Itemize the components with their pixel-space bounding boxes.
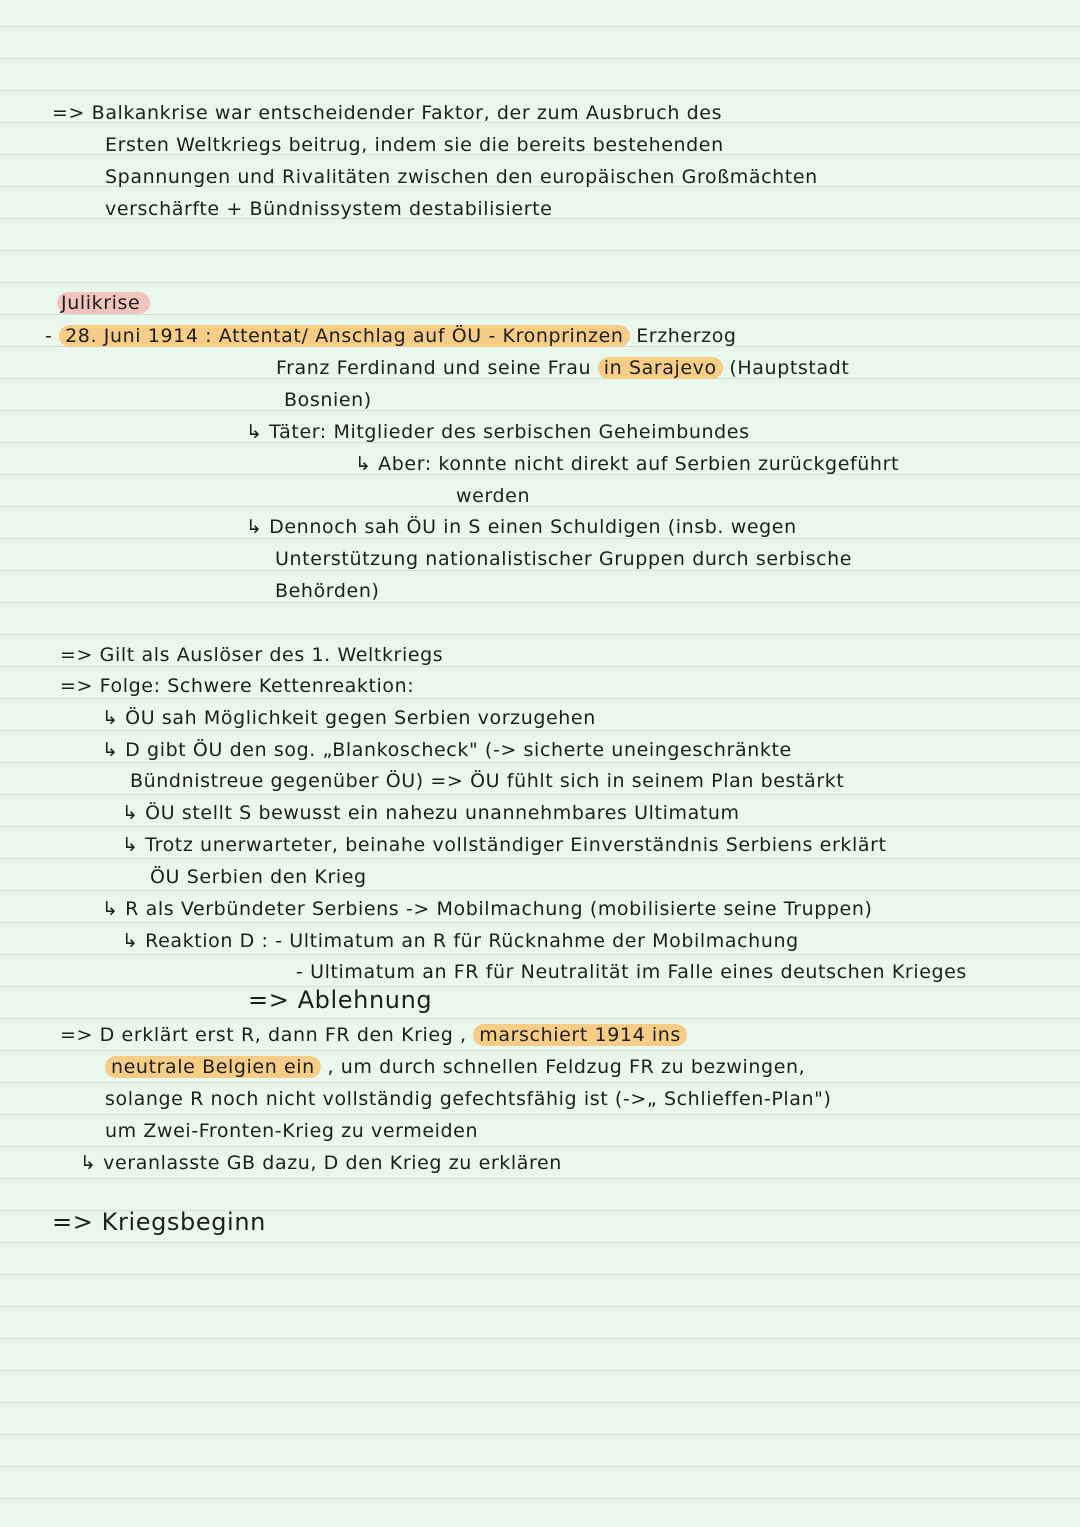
note-text: Bosnien) <box>284 389 372 411</box>
note-line <box>52 100 722 126</box>
note-line <box>105 132 724 158</box>
note-text: , um durch schnellen Feldzug FR zu bezwingen, <box>320 1056 806 1078</box>
note-line <box>60 642 443 668</box>
note-line <box>122 928 799 954</box>
note-line <box>102 737 792 763</box>
note-text: Ersten Weltkriegs beitrug, indem sie die bereits bestehenden <box>105 134 724 156</box>
note-line <box>80 1150 562 1176</box>
note-line <box>275 578 379 604</box>
note-text: Behörden) <box>275 580 380 602</box>
note-line <box>248 987 432 1013</box>
note-line <box>105 1086 832 1112</box>
note-line <box>246 419 750 445</box>
note-line <box>122 832 887 858</box>
note-text: => D erklärt erst R, dann FR den Krieg , <box>60 1024 474 1046</box>
note-line <box>276 355 849 381</box>
highlighted-text: marschiert 1914 ins <box>473 1024 687 1046</box>
note-text: - Ultimatum an FR für Neutralität im Falle eines deutschen Krieges <box>296 961 967 983</box>
note-text: um Zwei-Fronten-Krieg zu vermeiden <box>105 1120 479 1142</box>
note-text: Spannungen und Rivalitäten zwischen den europäischen Großmächten <box>105 166 818 188</box>
note-text: Unterstützung nationalistischer Gruppen durch serbische <box>275 548 853 570</box>
note-line <box>246 514 797 540</box>
note-text: ↳ Trotz unerwarteter, beinahe vollständiger Einverständnis Serbiens erklärt <box>122 834 887 856</box>
note-text: => Ablehnung <box>248 986 433 1014</box>
note-line <box>105 1118 478 1144</box>
note-text: Erzherzog <box>629 325 737 347</box>
note-text: => Kriegsbeginn <box>52 1208 266 1236</box>
note-line <box>102 705 596 731</box>
note-text: solange R noch nicht vollständig gefechtsfähig ist (->„ Schlieffen-Plan") <box>105 1088 832 1110</box>
note-line <box>60 673 414 699</box>
highlighted-text: neutrale Belgien ein <box>105 1056 321 1078</box>
note-text: Franz Ferdinand und seine Frau <box>276 357 598 379</box>
note-text: ↳ ÖU sah Möglichkeit gegen Serbien vorzugehen <box>102 707 596 729</box>
note-line <box>355 451 899 477</box>
note-text: ↳ Dennoch sah ÖU in S einen Schuldigen (insb. wegen <box>246 516 797 538</box>
note-line <box>45 323 737 349</box>
note-line <box>105 196 552 222</box>
note-line <box>150 864 367 890</box>
note-text: ÖU Serbien den Krieg <box>150 866 367 888</box>
note-text: => Folge: Schwere Kettenreaktion: <box>60 675 415 697</box>
note-text: ↳ Täter: Mitglieder des serbischen Geheimbundes <box>246 421 750 443</box>
note-text: ↳ ÖU stellt S bewusst ein nahezu unannehmbares Ultimatum <box>122 802 740 824</box>
highlighted-text: Julikrise <box>57 292 150 314</box>
note-text: ↳ Reaktion D : - Ultimatum an R für Rücknahme der Mobilmachung <box>122 930 799 952</box>
note-text: (Hauptstadt <box>722 357 850 379</box>
note-line <box>105 164 818 190</box>
note-line <box>102 896 872 922</box>
note-line <box>57 290 150 316</box>
note-line <box>105 1054 805 1080</box>
note-line <box>275 546 852 572</box>
note-line <box>296 959 967 985</box>
note-text: - <box>45 325 60 347</box>
note-line <box>284 387 372 413</box>
note-line <box>60 1022 687 1048</box>
note-text: werden <box>456 485 531 507</box>
note-line <box>52 1209 266 1235</box>
note-text: ↳ Aber: konnte nicht direkt auf Serbien zurückgeführt <box>355 453 900 475</box>
note-text: ↳ D gibt ÖU den sog. „Blankoscheck" (-> sicherte uneingeschränkte <box>102 739 792 761</box>
note-line <box>130 768 844 794</box>
note-text: Bündnistreue gegenüber ÖU) => ÖU fühlt sich in seinem Plan bestärkt <box>130 770 845 792</box>
note-line <box>122 800 740 826</box>
note-text: => Balkankrise war entscheidender Faktor, der zum Ausbruch des <box>52 102 723 124</box>
note-text: verschärfte + Bündnissystem destabilisierte <box>105 198 553 220</box>
note-line <box>456 483 530 509</box>
highlighted-text: 28. Juni 1914 : Attentat/ Anschlag auf ÖU - Kronprinzen <box>59 325 629 347</box>
highlighted-text: in Sarajevo <box>598 357 723 379</box>
note-text: => Gilt als Auslöser des 1. Weltkriegs <box>60 644 444 666</box>
note-text: ↳ veranlasste GB dazu, D den Krieg zu erklären <box>80 1152 562 1174</box>
note-text: ↳ R als Verbündeter Serbiens -> Mobilmachung (mobilisierte seine Truppen) <box>102 898 873 920</box>
